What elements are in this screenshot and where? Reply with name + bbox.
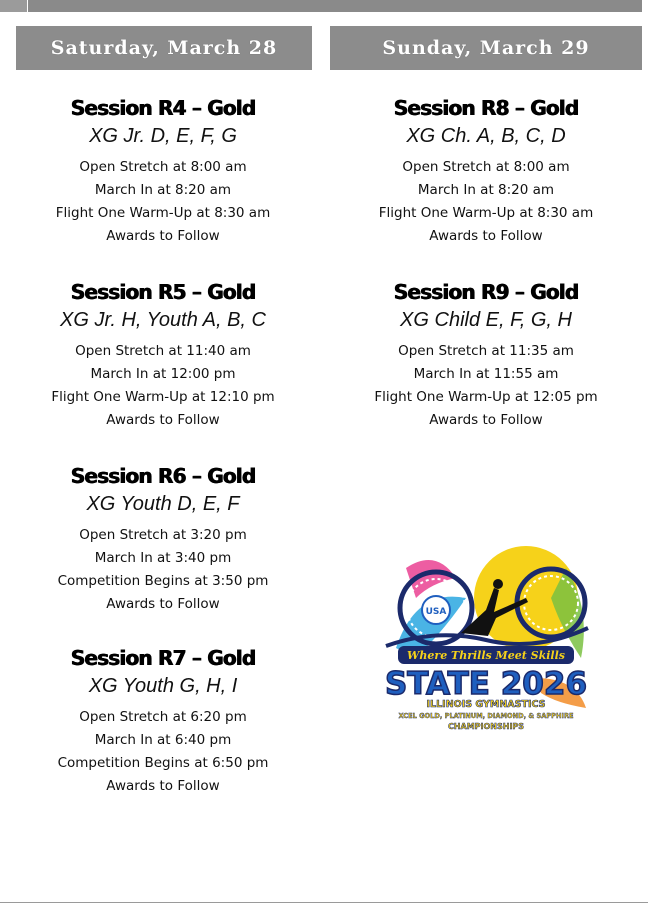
logo-line-championships: CHAMPIONSHIPS: [447, 722, 525, 731]
schedule-line: Open Stretch at 11:35 am: [398, 343, 574, 359]
logo-line-state: ILLINOIS GYMNASTICS: [426, 699, 546, 710]
session-schedule: [8, 340, 318, 432]
session-title: Session R8 – Gold: [393, 96, 579, 120]
schedule-line: Open Stretch at 8:00 am: [402, 159, 570, 175]
schedule-line: Awards to Follow: [429, 228, 543, 244]
top-rule: [0, 0, 642, 12]
session-r5: [8, 278, 318, 462]
session-groups: XG Youth D, E, F: [86, 493, 240, 515]
session-schedule: [8, 156, 318, 248]
schedule-line: Flight One Warm-Up at 8:30 am: [55, 205, 271, 221]
session-groups: XG Jr. H, Youth A, B, C: [59, 309, 266, 331]
session-schedule: [330, 340, 642, 432]
session-title: Session R7 – Gold: [70, 646, 256, 670]
session-title: Session R5 – Gold: [70, 280, 256, 304]
schedule-line: Flight One Warm-Up at 12:10 pm: [51, 389, 275, 405]
schedule-line: Awards to Follow: [106, 596, 220, 612]
top-rule-notch: [0, 0, 28, 12]
session-schedule: [330, 156, 642, 248]
schedule-line: Open Stretch at 6:20 pm: [79, 709, 247, 725]
bottom-rule: [0, 902, 648, 903]
session-title: Session R9 – Gold: [393, 280, 579, 304]
schedule-line: Flight One Warm-Up at 8:30 am: [378, 205, 594, 221]
schedule-line: Competition Begins at 6:50 pm: [57, 755, 269, 771]
schedule-line: Flight One Warm-Up at 12:05 pm: [374, 389, 598, 405]
schedule-line: March In at 8:20 am: [417, 182, 555, 198]
session-r8: [330, 94, 642, 278]
schedule-line: March In at 11:55 am: [413, 366, 559, 382]
session-groups: XG Child E, F, G, H: [400, 309, 572, 331]
schedule-line: March In at 12:00 pm: [90, 366, 236, 382]
schedule-line: Competition Begins at 3:50 pm: [57, 573, 269, 589]
session-r4: [8, 94, 318, 278]
session-r6: [8, 462, 318, 644]
schedule-line: March In at 3:40 pm: [94, 550, 232, 566]
schedule-line: Awards to Follow: [106, 778, 220, 794]
session-title: Session R6 – Gold: [70, 464, 256, 488]
sunday-column: [330, 94, 642, 432]
logo-tagline: Where Thrills Meet Skills: [407, 649, 565, 662]
schedule-line: Open Stretch at 3:20 pm: [79, 527, 247, 543]
session-groups: XG Youth G, H, I: [88, 675, 238, 697]
schedule-line: March In at 6:40 pm: [94, 732, 232, 748]
session-groups: XG Jr. D, E, F, G: [89, 125, 237, 147]
schedule-line: Awards to Follow: [106, 412, 220, 428]
schedule-line: Open Stretch at 11:40 am: [75, 343, 251, 359]
session-r7: [8, 644, 318, 798]
schedule-line: Open Stretch at 8:00 am: [79, 159, 247, 175]
session-schedule: [8, 706, 318, 798]
day-header-sunday: Sunday, March 29: [330, 26, 642, 70]
schedule-line: Awards to Follow: [106, 228, 220, 244]
logo-title: STATE 2026: [384, 666, 588, 702]
usa-badge-text: USA: [425, 607, 447, 617]
session-title: Session R4 – Gold: [70, 96, 256, 120]
session-r9: [330, 278, 642, 432]
state-2026-logo: [376, 528, 596, 748]
saturday-column: [8, 94, 318, 798]
schedule-line: Awards to Follow: [429, 412, 543, 428]
session-schedule: [8, 524, 318, 616]
gymnast-head: [493, 579, 503, 589]
logo-line-levels: XCEL GOLD, PLATINUM, DIAMOND, & SAPPHIRE: [398, 712, 574, 720]
schedule-line: March In at 8:20 am: [94, 182, 232, 198]
day-header-saturday: Saturday, March 28: [16, 26, 312, 70]
session-groups: XG Ch. A, B, C, D: [406, 125, 566, 147]
